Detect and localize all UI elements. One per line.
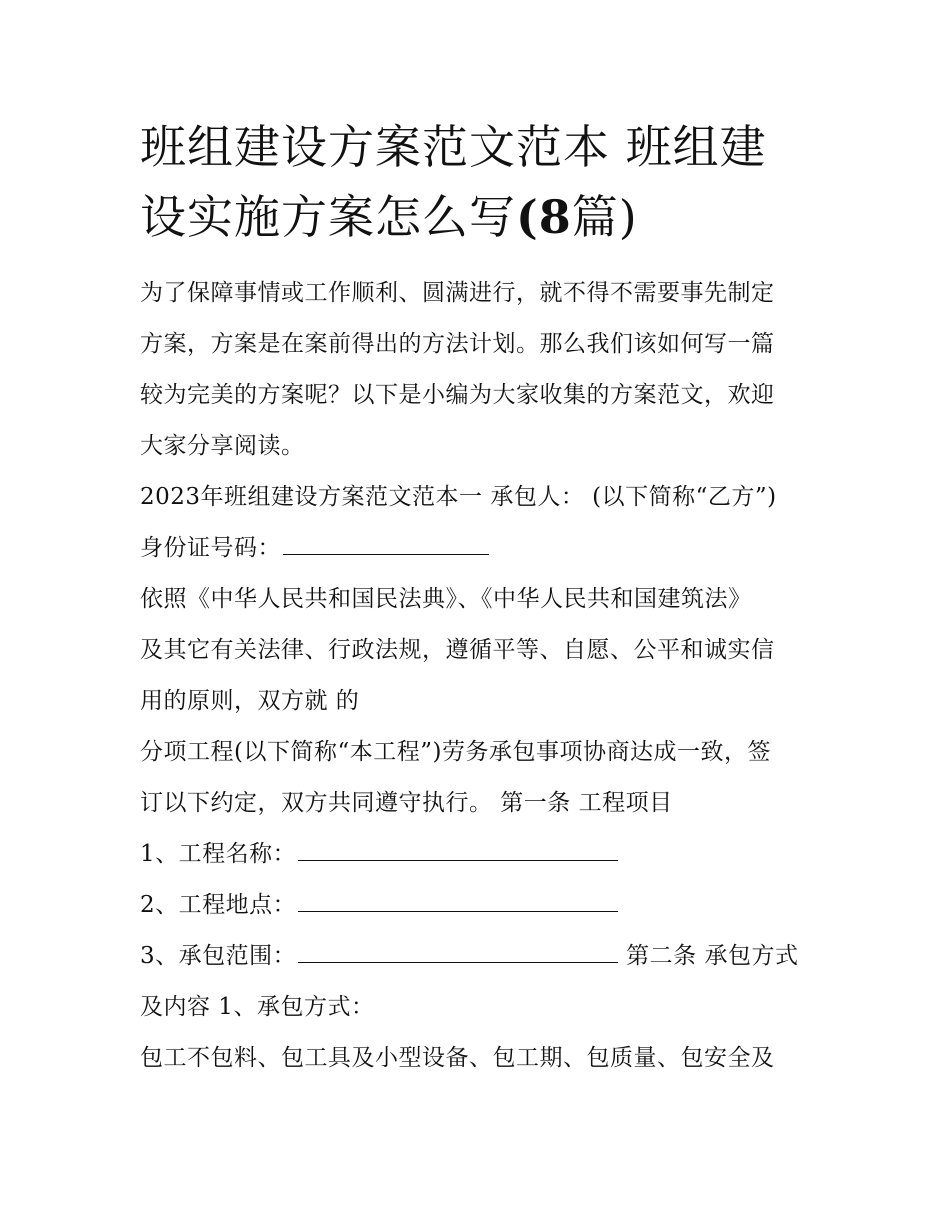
contract-method-line: 及内容 1、承包方式： bbox=[140, 994, 375, 1020]
contract-scope-blank bbox=[298, 936, 618, 963]
project-location-blank bbox=[298, 885, 618, 912]
item-project-name-label: 1、工程名称： bbox=[140, 841, 297, 867]
item-project-location bbox=[140, 880, 820, 931]
title-unit: 篇) bbox=[571, 190, 638, 244]
title-line-2 bbox=[140, 182, 810, 252]
project-line-2: 订以下约定，双方共同遵守执行。 第一条 工程项目 bbox=[140, 790, 673, 816]
contract-terms-line: 包工不包料、包工具及小型设备、包工期、包质量、包安全及 bbox=[140, 1045, 775, 1071]
intro-line-3: 较为完美的方案呢？以下是小编为大家收集的方案范文，欢迎 bbox=[140, 382, 775, 408]
project-line-1: 分项工程(以下简称“本工程”)劳务承包事项协商达成一致，签 bbox=[140, 739, 771, 765]
basis-line-2: 及其它有关法律、行政法规，遵循平等、自愿、公平和诚实信 bbox=[140, 637, 775, 663]
id-number-line bbox=[140, 523, 820, 574]
item-contract-scope bbox=[140, 931, 820, 982]
basis-line-1: 依照《中华人民共和国民法典》、《中华人民共和国建筑法》 bbox=[140, 586, 752, 612]
id-number-blank bbox=[283, 528, 489, 555]
section-heading-line: 2023年班组建设方案范文范本一 承包人： (以下简称“乙方”) bbox=[140, 484, 777, 510]
intro-line-1: 为了保障事情或工作顺利、圆满进行，就不得不需要事先制定 bbox=[140, 280, 775, 306]
project-name-blank bbox=[298, 834, 618, 861]
article-two-heading: 第二条 承包方式 bbox=[626, 943, 799, 969]
intro-line-4: 大家分享阅读。 bbox=[140, 433, 305, 459]
title-line-1: 班组建设方案范文范本 班组建 bbox=[140, 120, 767, 174]
document-page bbox=[140, 112, 820, 1084]
document-body bbox=[140, 268, 820, 1084]
document-title bbox=[140, 112, 810, 252]
item-contract-scope-label: 3、承包范围： bbox=[140, 943, 297, 969]
basis-line-3: 用的原则，双方就 的 bbox=[140, 688, 360, 714]
item-project-name bbox=[140, 829, 820, 880]
intro-line-2: 方案，方案是在案前得出的方法计划。那么我们该如何写一篇 bbox=[140, 331, 775, 357]
item-project-location-label: 2、工程地点： bbox=[140, 892, 297, 918]
id-number-label: 身份证号码： bbox=[140, 535, 281, 561]
title-line-2-text: 设实施方案怎么写 bbox=[140, 190, 516, 244]
title-count: (8 bbox=[516, 190, 572, 244]
